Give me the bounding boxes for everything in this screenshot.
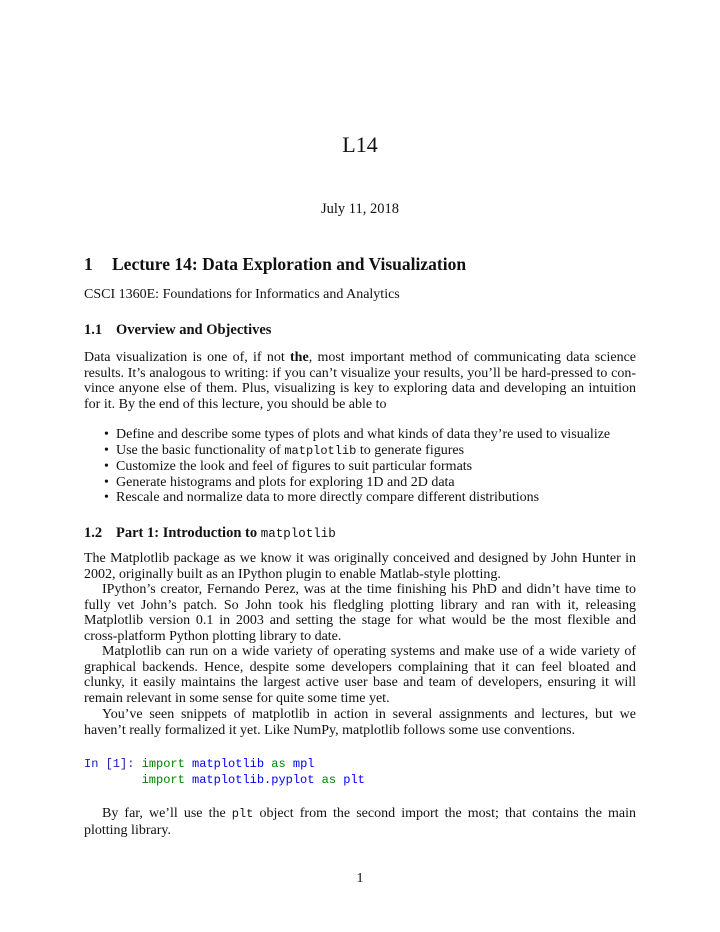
objectives-list [104, 427, 610, 506]
list-item-text: Customize the look and feel of figures to suit particular formats [116, 459, 473, 475]
paragraph-intro [84, 350, 636, 412]
course-name: CSCI 1360E: Foundations for Informatics and Analytics [84, 287, 400, 302]
code-module: matplotlib.pyplot [192, 772, 315, 787]
paragraph-text: object from the second import the most; that contains the main plotting library. [84, 806, 636, 838]
paragraph-history: The Matplotlib package as we know it was originally conceived and designed by John Hunter in 2002, originally built as an IPython plugin to enable Matlab-style plotting. [84, 551, 636, 582]
code-keyword: import [141, 772, 185, 787]
list-item-text: to generate figures [356, 442, 465, 458]
emphasis-text: the [290, 350, 309, 365]
code-alias: mpl [292, 757, 315, 771]
paragraph-text: By far, we’ll use the [102, 806, 232, 821]
inline-code: matplotlib [260, 527, 336, 541]
subsection-number: 1.2 [84, 525, 103, 541]
list-item [104, 490, 610, 506]
section-number: 1 [84, 254, 93, 274]
section-heading [84, 254, 466, 275]
inline-code: matplotlib [284, 443, 357, 458]
paragraph-ipython: IPython’s creator, Fernando Perez, was at the time finishing his PhD and didn’t have time to fully vet John’s patch. So John took his fledgling plotting library and ran with it, releasing Matplotlib version 0.1 in 2003 and setting the stage for what would be the most flexible and cross-platform Python plotting library to date. [84, 582, 636, 644]
code-cell [84, 757, 365, 788]
subsection-title: Overview and Objectives [116, 322, 272, 338]
list-item-text: Rescale and normalize data to more directly compare different distributions [116, 490, 540, 506]
list-item [104, 427, 610, 443]
paragraph-plt [84, 806, 636, 838]
list-item-text: Define and describe some types of plots and what kinds of data they’re used to visualize [116, 427, 611, 442]
code-keyword: as [271, 757, 286, 771]
paragraph-backends: Matplotlib can run on a wide variety of operating systems and make use of a wide variety of graphical backends. Hence, despite some developers complaining that it can feel bloated and clunky, it easily maintains the largest active user base and team of developers, ensuring it will remain relevant in some sense for quite some time yet. [84, 644, 636, 706]
section-title: Lecture 14: Data Exploration and Visualization [112, 254, 467, 274]
inline-code: plt [231, 807, 254, 821]
list-item [104, 459, 610, 475]
code-prompt: In [1]: [84, 757, 135, 771]
code-keyword: import [141, 757, 185, 771]
list-item-text: Generate histograms and plots for exploring 1D and 2D data [116, 474, 455, 490]
paragraph-text: Data visualization is one of, if not [84, 350, 291, 365]
code-module: matplotlib [192, 757, 265, 771]
code-keyword: as [321, 772, 337, 787]
code-alias: plt [343, 772, 365, 787]
document-title: L14 [342, 132, 378, 157]
paragraph-conventions: You’ve seen snippets of matplotlib in action in several assignments and lectures, but we haven’t really formalized it yet. Like NumPy, matplotlib follows some use conventions. [84, 707, 636, 738]
subsection-heading-matplotlib [84, 525, 336, 542]
subsection-heading-overview [84, 322, 271, 339]
paragraph-text: , most important method of communicating data science results. It’s analogous to writing: if you can’t visualize your results, you’ll be hard-pressed to con-vince anyone else of them. Plus, visualizing is key to exploring data and developing an intuition for it. By the end of this lecture, you should be able to [84, 350, 636, 412]
document-date: July 11, 2018 [320, 201, 399, 217]
subsection-number: 1.1 [84, 322, 103, 338]
list-item [104, 443, 610, 460]
page-number: 1 [356, 871, 364, 886]
list-item [104, 475, 610, 491]
list-item-text: Use the basic functionality of [116, 442, 285, 458]
subsection-title: Part 1: Introduction to [116, 525, 261, 541]
